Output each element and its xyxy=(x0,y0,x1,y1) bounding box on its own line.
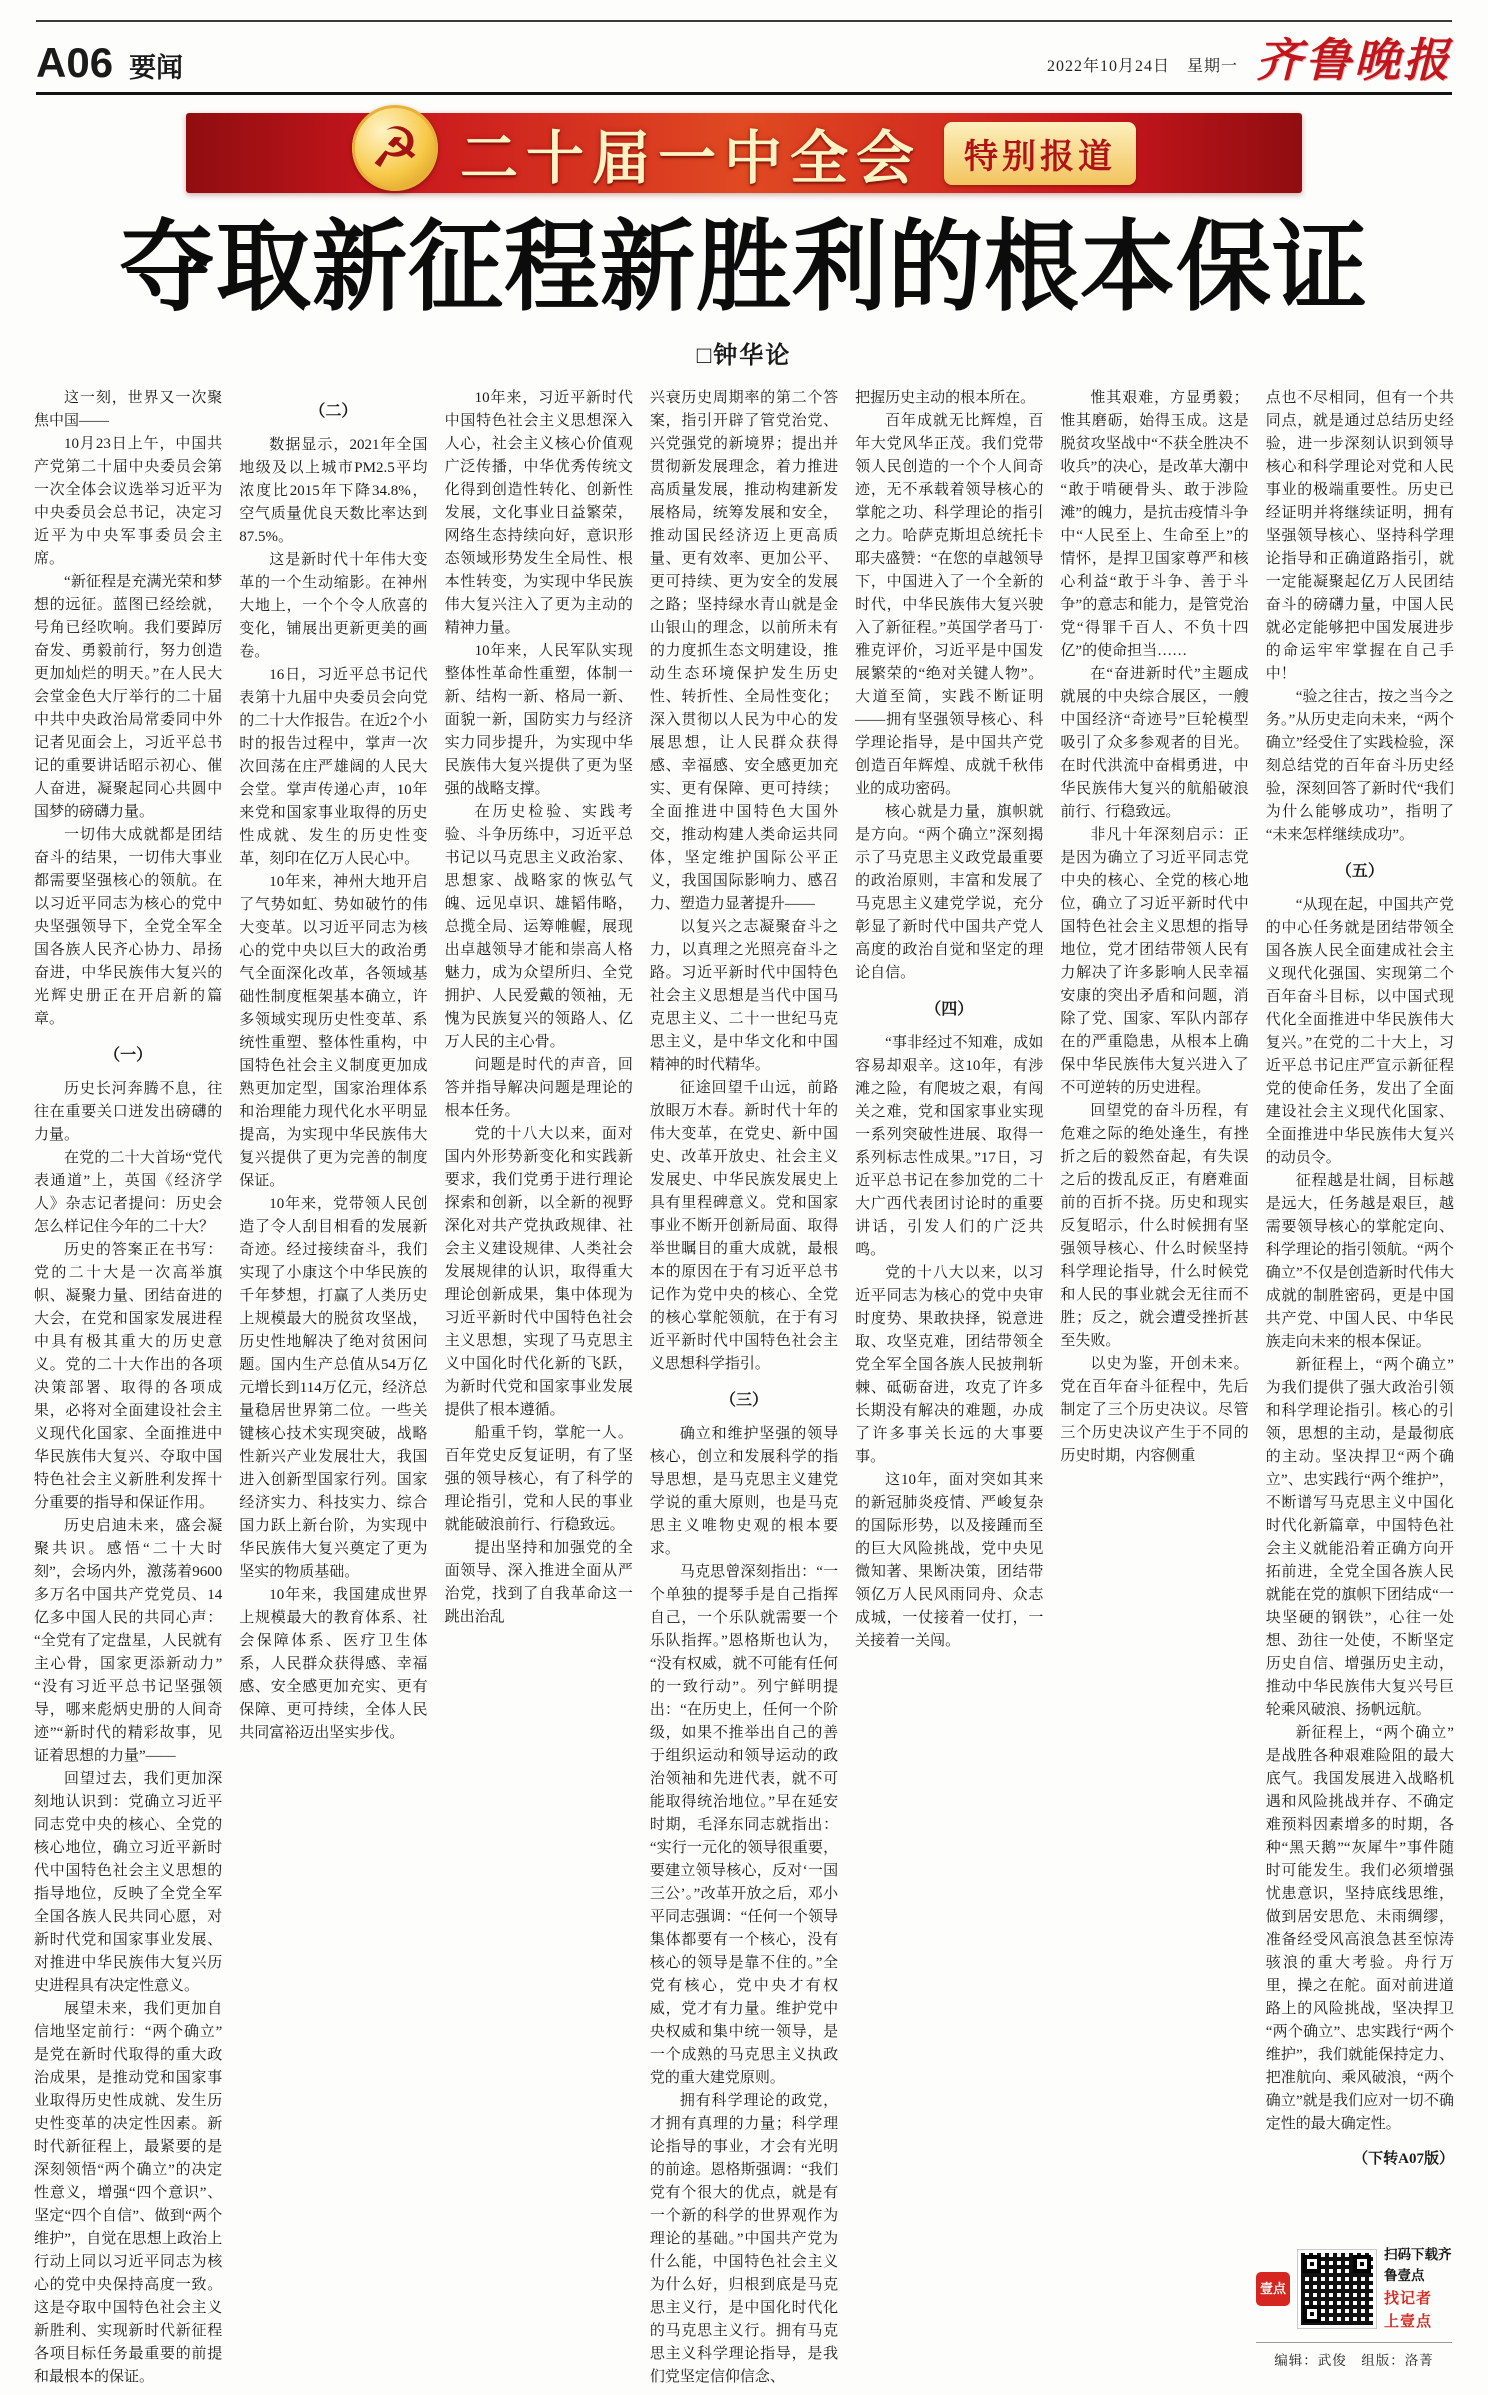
editors-credit: 编辑：武俊 组版：洛菁 xyxy=(1256,2342,1452,2369)
text-column-4 xyxy=(650,387,838,2395)
paragraph: 马克思曾深刻指出：“一个单独的提琴手是自己指挥自己，一个乐队就需要一个乐队指挥。”恩格斯也认为，“没有权威，就不可能有任何的一致行动”。列宁鲜明提出：“在历史上，任何一个阶级，如果不推举出自己的善于组织运动和领导运动的政治领袖和先进代表，就不可能取得统治地位。”早在延安时期，毛泽东同志就指出：“实行一元化的领导很重要，要建立领导核心，反对‘一国三公’。”改革开放之后，邓小平同志强调：“任何一个领导集体都要有一个核心，没有核心的领导是靠不住的。”全党有核心，党中央才有权威，党才有力量。维护党中央权威和集中统一领导，是一个成熟的马克思主义执政党的重大建党原则。 xyxy=(649,1563,839,2086)
masthead-logo: 齐鲁晚报 xyxy=(1256,35,1452,86)
page-number: A06 xyxy=(36,39,114,86)
paragraph: 核心就是力量，旗帜就是方向。“两个确立”深刻揭示了马克思主义政党最重要的政治原则，丰富和发展了马克思主义建党学说，充分彰显了新时代中国共产党人高度的政治自觉和坚定的理论自信。 xyxy=(855,803,1044,981)
paragraph: 党的十八大以来，面对国内外形势新变化和实践新要求，我们党勇于进行理论探索和创新，以全新的视野深化对共产党执政规律、社会主义建设规律、人类社会发展规律的认识，取得重大理论创新成果，集中体现为习近平新时代中国特色社会主义思想，实现了马克思主义中国化时代化新的飞跃，为新时代党和国家事业发展提供了根本遵循。 xyxy=(444,1125,633,1418)
paragraph: 10月23日上午，中国共产党第二十届中央委员会第一次全体会议选举习近平为中央委员会总书记，决定习近平为中央军事委员会主席。 xyxy=(34,435,223,567)
section-heading: （三） xyxy=(719,1391,768,1409)
paragraph: 在党的二十大首场“党代表通道”上，英国《经济学人》杂志记者提问：历史会怎么样记住今年的二十大？ xyxy=(34,1149,223,1235)
section-heading: （四） xyxy=(925,1000,974,1018)
paragraph: 征程越是壮阔，目标越是远大，任务越是艰巨，越需要领导核心的掌舵定向、科学理论的指引领航。“两个确立”不仅是创造新时代伟大成就的制胜密码，更是中国共产党、中国人民、中华民族走向未来的根本保证。 xyxy=(1265,1172,1454,1350)
paragraph: 问题是时代的声音，回答并指导解决问题是理论的根本任务。 xyxy=(444,1056,633,1119)
qr-finder-icon xyxy=(1303,2305,1321,2323)
paragraph: 在“奋进新时代”主题成就展的中央综合展区，一艘中国经济“奇迹号”巨轮模型吸引了众多参观者的目光。在时代洪流中奋楫勇进，中华民族伟大复兴的航船破浪前行、行稳致远。 xyxy=(1060,665,1249,820)
paragraph: 这是新时代十年伟大变革的一个生动缩影。在神州大地上，一个个令人欣喜的变化，铺展出更新更美的画卷。 xyxy=(239,551,428,660)
yidian-app-icon-label: 壹点 xyxy=(1259,2280,1286,2296)
header-rule xyxy=(36,92,1452,95)
paragraph: 新征程上，“两个确立”为我们提供了强大政治引领和科学理论指引。核心的引领，思想的主动，是最彻底的主动。坚决捍卫“两个确立”、忠实践行“两个维护”，不断谱写马克思主义中国化时代化新篇章，中国特色社会主义就能沿着正确方向开拓前进，全党全国各族人民就能在党的旗帜下团结成“一块坚硬的钢铁”，心往一处想、劲往一处使，不断坚定历史自信、增强历史主动，推动中华民族伟大复兴号巨轮乘风破浪、扬帆远航。 xyxy=(1265,1356,1454,1718)
paragraph: 以史为鉴，开创未来。党在百年奋斗征程中，先后制定了三个历史决议。尽管三个历史决议产生于不同的历史时期，内容侧重 xyxy=(1060,1355,1249,1464)
text-column-3 xyxy=(445,387,633,2395)
paragraph: 以复兴之志凝聚奋斗之力，以真理之光照亮奋斗之路。习近平新时代中国特色社会主义思想是当代中国马克思主义、二十一世纪马克思主义，是中华文化和中国精神的时代精华。 xyxy=(649,918,839,1073)
paragraph: 一切伟大成就都是团结奋斗的结果，一切伟大事业都需要坚强核心的领航。在以习近平同志为核心的党中央坚强领导下，全党全军全国各族人民齐心协力、昂扬奋进，中华民族伟大复兴的光辉史册正在开启新的篇章。 xyxy=(34,826,223,1027)
paragraph: “从现在起，中国共产党的中心任务就是团结带领全国各族人民全面建成社会主义现代化强国、实现第二个百年奋斗目标，以中国式现代化全面推进中华民族伟大复兴。”在党的二十大上，习近平总书记庄严宣示新征程党的使命任务，发出了全面建设社会主义现代化国家、全面推进中华民族伟大复兴的动员令。 xyxy=(1265,896,1454,1166)
section-label: 要闻 xyxy=(129,53,184,84)
paragraph: 10年来，习近平新时代中国特色社会主义思想深入人心，社会主义核心价值观广泛传播，中华优秀传统文化得到创造性转化、创新性发展，文化事业日益繁荣，网络生态持续向好，意识形态领域形势发生全局性、根本性转变，为实现中华民族伟大复兴注入了更为主动的精神力量。 xyxy=(444,389,633,636)
qr-finder-icon xyxy=(1303,2255,1321,2273)
paragraph: 这10年，面对突如其来的新冠肺炎疫情、严峻复杂的国际形势，以及接踵而至的巨大风险挑战，党中央见微知著、果断决策，团结带领亿万人民风雨同舟、众志成城，一仗接着一仗打，一关接着一关闯。 xyxy=(855,1471,1044,1649)
special-report-badge: 特别报道 xyxy=(944,122,1136,185)
paragraph: 惟其艰难，方显勇毅；惟其磨砺，始得玉成。这是脱贫攻坚战中“不获全胜决不收兵”的决心，是改革大潮中“敢于啃硬骨头、敢于涉险滩”的魄力，是抗击疫情斗争中“人民至上、生命至上”的情怀，是捍卫国家尊严和核心利益“敢于斗争、善于斗争”的意志和能力，是管党治党“得罪千百人、不负十四亿”的使命担当…… xyxy=(1060,389,1249,659)
section-heading: （五） xyxy=(1335,862,1384,880)
paragraph: 百年成就无比辉煌，百年大党风华正茂。我们党带领人民创造的一个个人间奇迹，无不承载着领导核心的掌舵之功、科学理论的指引之力。哈萨克斯坦总统托卡耶夫盛赞：“在您的卓越领导下，中国进入了一个全新的时代，中华民族伟大复兴驶入了新征程。”英国学者马丁·雅克评价，习近平是中国发展繁荣的“绝对关键人物”。大道至简，实践不断证明——拥有坚强领导核心、科学理论指导，是中国共产党创造百年辉煌、成就千秋伟业的成功密码。 xyxy=(855,412,1044,797)
paragraph: 把握历史主动的根本所在。 xyxy=(855,389,1036,406)
paragraph: 历史启迪未来，盛会凝聚共识。感悟“二十大时刻”，会场内外，激荡着9600多万名中国共产党党员、14亿多中国人民的共同心声：“全党有了定盘星，人民就有主心骨，国家更添新动力”“没有习近平总书记坚强领导，哪来彪炳史册的人间奇迹”“新时代的精彩故事，见证着思想的力量”—— xyxy=(34,1517,223,1764)
text-column-7 xyxy=(1266,387,1454,2395)
paragraph: 确立和维护坚强的领导核心，创立和发展科学的指导思想，是马克思主义建党学说的重大原则，也是马克思主义唯物史观的根本要求。 xyxy=(649,1425,839,1557)
paragraph: 征途回望千山远，前路放眼万木春。新时代十年的伟大变革，在党史、新中国史、改革开放史、社会主义发展史、中华民族发展史上具有里程碑意义。党和国家事业不断开创新局面、取得举世瞩目的重大成就，最根本的原因在于有习近平总书记作为党中央的核心、全党的核心掌舵领航，在于有习近平新时代中国特色社会主义思想科学指引。 xyxy=(649,1079,839,1372)
page-header-right xyxy=(1046,35,1452,86)
qr-row xyxy=(1256,2245,1452,2333)
paragraph: 兴衰历史周期率的第二个答案，指引开辟了管党治党、兴党强党的新境界；提出并贯彻新发展理念，着力推进高质量发展，推动构建新发展格局，统筹发展和安全，推动国民经济迈上更高质量、更有效率、更加公平、更可持续、更为安全的发展之路；坚持绿水青山就是金山银山的理念，以前所未有的力度抓生态文明建设，推动生态环境保护发生历史性、转折性、全局性变化；深入贯彻以人民为中心的发展思想，让人民群众获得感、幸福感、安全感更加充实、更有保障、更可持续；全面推进中国特色大国外交，推动构建人类命运共同体，坚定维护国际公平正义，我国国际影响力、感召力、塑造力显著提升—— xyxy=(649,389,839,912)
article-columns xyxy=(34,387,1454,2395)
qr-caption-slogan: 找记者 上壹点 xyxy=(1384,2289,1433,2330)
qr-download-box xyxy=(1256,2245,1452,2369)
paragraph: 数据显示，2021年全国地级及以上城市PM2.5平均浓度比2015年下降34.8%，空气质量优良天数比率达到87.5%。 xyxy=(239,436,428,545)
qr-caption-download: 扫码下载齐鲁壹点 xyxy=(1384,2246,1452,2283)
paragraph: 历史的答案正在书写：党的二十大是一次高举旗帜、凝聚力量、团结奋进的大会，在党和国家发展进程中具有极其重大的历史意义。党的二十大作出的各项决策部署、取得的各项成果，必将对全面建设社会主义现代化国家、全面推进中华民族伟大复兴、夺取中国特色社会主义新胜利发挥十分重要的指导和保证作用。 xyxy=(34,1241,223,1511)
byline: □钟华论 xyxy=(696,342,792,369)
section-heading: （二） xyxy=(309,402,358,420)
page-header-left xyxy=(36,39,184,86)
paragraph: 回望党的奋斗历程，有危难之际的绝处逢生，有挫折之后的毅然奋起，有失误之后的拨乱反正，有磨难面前的百折不挠。历史和现实反复昭示，什么时候拥有坚强领导核心、什么时候坚持科学理论指导，什么时候党和人民的事业就会无往而不胜；反之，就会遭受挫折甚至失败。 xyxy=(1060,1102,1249,1349)
paragraph: 党的十八大以来，以习近平同志为核心的党中央审时度势、果敢抉择，锐意进取、攻坚克难，团结带领全党全军全国各族人民披荆斩棘、砥砺奋进，攻克了许多长期没有解决的难题，办成了许多事关长远的大事要事。 xyxy=(855,1264,1044,1465)
top-rule xyxy=(36,20,1452,22)
qr-code xyxy=(1298,2250,1376,2328)
paragraph: “验之往古，按之当今之务。”从历史走向未来，“两个确立”经受住了实践检验，深刻总结党的百年奋斗历史经验，深刻回答了新时代“我们为什么能够成功”，指明了“未来怎样继续成功”。 xyxy=(1265,688,1454,843)
paragraph: 10年来，人民军队实现整体性革命性重塑，体制一新、结构一新、格局一新、面貌一新，国防实力与经济实力同步提升，为实现中华民族伟大复兴提供了更为坚强的战略支撑。 xyxy=(444,642,633,797)
paragraph: 10年来，神州大地开启了气势如虹、势如破竹的伟大变革。以习近平同志为核心的党中央以巨大的政治勇气全面深化改革，各领域基础性制度框架基本确立，许多领域实现历史性变革、系统性重塑、整体性重构，中国特色社会主义制度更加成熟更加定型，国家治理体系和治理能力现代化水平明显提高，为实现中华民族伟大复兴提供了更为完善的制度保证。 xyxy=(239,873,428,1189)
text-column-5 xyxy=(855,387,1043,2395)
paragraph: 点也不尽相同，但有一个共同点，就是通过总结历史经验，进一步深刻认识到领导核心和科学理论对党和人民事业的极端重要性。历史已经证明并将继续证明，拥有坚强领导核心、坚持科学理论指导和正确道路指引，就一定能凝聚起亿万人民团结奋斗的磅礴力量，中国人民就必定能够把中国发展进步的命运牢牢掌握在自己手中！ xyxy=(1265,389,1454,682)
paragraph: 回望过去，我们更加深刻地认识到：党确立习近平同志党中央的核心、全党的核心地位，确立习近平新时代中国特色社会主义思想的指导地位，反映了全党全军全国各族人民共同心愿，对新时代党和国家事业发展、对推进中华民族伟大复兴历史进程具有决定性意义。 xyxy=(34,1770,223,1994)
qr-captions xyxy=(1384,2245,1452,2333)
page-header xyxy=(36,26,1452,84)
text-column-1 xyxy=(34,387,222,2395)
main-headline: 夺取新征程新胜利的根本保证 xyxy=(119,212,1368,324)
yidian-app-icon xyxy=(1256,2272,1290,2306)
paragraph: 16日，习近平总书记代表第十九届中央委员会向党的二十大作报告。在近2个小时的报告过程中，掌声一次次回荡在庄严雄阔的人民大会堂。掌声传递心声，10年来党和国家事业取得的历史性成就、发生的历史性变革，刻印在亿万人民心中。 xyxy=(239,666,428,867)
party-emblem-icon: ☭ xyxy=(352,105,438,191)
date-line: 2022年10月24日 星期一 xyxy=(1046,58,1238,75)
paragraph: 新征程上，“两个确立”是战胜各种艰难险阻的最大底气。我国发展进入战略机遇和风险挑战并存、不确定难预料因素增多的时期，各种“黑天鹅”“灰犀牛”事件随时可能发生。我们必须增强忧患意识，坚持底线思维，做到居安思危、未雨绸缪，准备经受风高浪急甚至惊涛骇浪的重大考验。舟行万里，操之在舵。面对前进道路上的风险挑战，坚决捍卫“两个确立”、忠实践行“两个维护”，我们就能保持定力、把准航向、乘风破浪，“两个确立”就是我们应对一切不确定性的最大确定性。 xyxy=(1265,1724,1454,2132)
paragraph: “事非经过不知难，成如容易却艰辛。这10年，有涉滩之险，有爬坡之艰，有闯关之难，党和国家事业实现一系列突破性进展、取得一系列标志性成果。”17日，习近平总书记在参加党的二十大广西代表团讨论时的重要讲话，引发人们的广泛共鸣。 xyxy=(855,1034,1044,1258)
text-column-6 xyxy=(1060,387,1248,2395)
special-report-banner xyxy=(186,113,1302,193)
paragraph: 这一刻，世界又一次聚焦中国—— xyxy=(34,389,223,429)
text-column-2 xyxy=(239,387,427,2395)
qr-finder-icon xyxy=(1353,2255,1371,2273)
banner-title: 二十届一中全会 xyxy=(459,126,922,191)
paragraph: 在历史检验、实践考验、斗争历练中，习近平总书记以马克思主义政治家、思想家、战略家的恢弘气魄、远见卓识、雄韬伟略，总揽全局、运筹帷幄，展现出卓越领导才能和崇高人格魅力，成为众望所归、全党拥护、人民爱戴的领袖，无愧为民族复兴的领路人、亿万人民的主心骨。 xyxy=(444,803,633,1050)
paragraph: 展望未来，我们更加自信地坚定前行：“两个确立”是党在新时代取得的重大政治成果，是推动党和国家事业取得历史性成就、发生历史性变革的决定性因素。新时代新征程上，最紧要的是深刻领悟“两个确立”的决定性意义，增强“四个意识”、坚定“四个自信”、做到“两个维护”，自觉在思想上政治上行动上同以习近平同志为核心的党中央保持高度一致。这是夺取中国特色社会主义新胜利、实现新时代新征程各项目标任务最重要的前提和最根本的保证。 xyxy=(34,2000,223,2385)
continuation-note: （下转A07版） xyxy=(1353,2150,1454,2167)
paragraph: 10年来，党带领人民创造了令人刮目相看的发展新奇迹。经过接续奋斗，我们实现了小康这个中华民族的千年梦想，打赢了人类历史上规模最大的脱贫攻坚战，历史性地解决了绝对贫困问题。国内生产总值从54万亿元增长到114万亿元，经济总量稳居世界第二位。一些关键核心技术实现突破，战略性新兴产业发展壮大，我国进入创新型国家行列。国家经济实力、科技实力、综合国力跃上新台阶，为实现中华民族伟大复兴奠定了更为坚实的物质基础。 xyxy=(239,1195,428,1580)
paragraph: 10年来，我国建成世界上规模最大的教育体系、社会保障体系、医疗卫生体系，人民群众获得感、幸福感、安全感更加充实、更有保障、更可持续，全体人民共同富裕迈出坚实步伐。 xyxy=(239,1586,428,1741)
paragraph: “新征程是充满光荣和梦想的远征。蓝图已经绘就，号角已经吹响。我们要踔厉奋发、勇毅前行，努力创造更加灿烂的明天。”在人民大会堂金色大厅举行的二十届中共中央政治局常委同中外记者见面会上，习近平总书记的重要讲话昭示初心、催人奋进，凝聚起同心共圆中国梦的磅礴力量。 xyxy=(34,573,223,820)
paragraph: 拥有科学理论的政党，才拥有真理的力量；科学理论指导的事业，才会有光明的前途。恩格斯强调：“我们党有个很大的优点，就是有一个新的科学的世界观作为理论的基础。”中国共产党为什么能，中国特色社会主义为什么好，归根到底是马克思主义行，是中国化时代化的马克思主义行。拥有马克思主义科学理论指导，是我们党坚定信仰信念、 xyxy=(649,2092,839,2385)
section-heading: （一） xyxy=(104,1046,153,1064)
paragraph: 非凡十年深刻启示：正是因为确立了习近平同志党中央的核心、全党的核心地位，确立了习近平新时代中国特色社会主义思想的指导地位，党才团结带领人民有力解决了许多影响人民幸福安康的突出矛盾和问题，消除了党、国家、军队内部存在的严重隐患，从根本上确保中华民族伟大复兴进入了不可逆转的历史进程。 xyxy=(1060,826,1249,1096)
paragraph: 船重千钧，掌舵一人。百年党史反复证明，有了坚强的领导核心，有了科学的理论指引，党和人民的事业就能破浪前行、行稳致远。 xyxy=(444,1424,633,1533)
paragraph: 历史长河奔腾不息，往往在重要关口迸发出磅礴的力量。 xyxy=(34,1080,223,1143)
paragraph: 提出坚持和加强党的全面领导、深入推进全面从严治党，找到了自我革命这一跳出治乱 xyxy=(444,1539,633,1625)
